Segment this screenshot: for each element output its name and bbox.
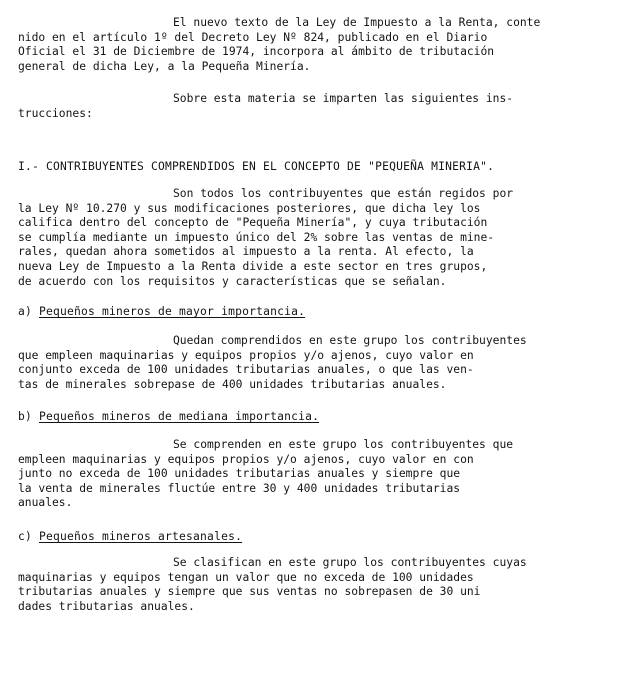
text-line: general de dicha Ley, a la Pequeña Minería. xyxy=(18,59,311,73)
text-line: trucciones: xyxy=(18,106,93,120)
text-line: califica dentro del concepto de "Pequeña Minería", y cuya tributación xyxy=(18,216,488,230)
text-line: nueva Ley de Impuesto a la Renta divide a este sector en tres grupos, xyxy=(18,259,488,273)
group-c-title: Pequeños mineros artesanales. xyxy=(39,530,243,543)
group-a-marker: a) xyxy=(18,305,33,318)
intro-paragraph xyxy=(18,16,618,74)
text-line: anuales. xyxy=(18,496,73,510)
text-line: dades tributarias anuales. xyxy=(18,599,195,613)
text-line: Se comprenden en este grupo los contribuyentes que xyxy=(173,438,514,451)
group-b-title: Pequeños mineros de mediana importancia. xyxy=(39,410,320,423)
text-line: Oficial el 31 de Diciembre de 1974, incorpora al ámbito de tributación xyxy=(18,45,495,59)
text-line: junto no exceda de 100 unidades tributarias anuales y siempre que xyxy=(18,467,461,481)
section-heading: I.- CONTRIBUYENTES COMPRENDIDOS EN EL CONCEPTO DE "PEQUEÑA MINERIA". xyxy=(18,160,495,173)
text-line: Se clasifican en este grupo los contribuyentes cuyas xyxy=(173,556,527,569)
group-c-paragraph xyxy=(18,556,618,614)
text-line: Sobre esta materia se imparten las siguientes ins- xyxy=(173,92,514,105)
group-b-heading xyxy=(18,410,319,425)
text-line: El nuevo texto de la Ley de Impuesto a la Renta, conte xyxy=(173,16,541,29)
group-a-heading xyxy=(18,305,305,320)
group-a-paragraph xyxy=(18,334,618,392)
text-line: nido en el artículo 1º del Decreto Ley Nº 824, publicado en el Diario xyxy=(18,30,488,44)
text-line: la venta de minerales fluctúe entre 30 y 400 unidades tributarias xyxy=(18,481,461,495)
text-line: Quedan comprendidos en este grupo los contribuyentes xyxy=(173,334,527,347)
group-c-heading xyxy=(18,530,242,545)
text-line: de acuerdo con los requisitos y características que se señalan. xyxy=(18,274,447,288)
instructions-paragraph xyxy=(18,92,618,121)
text-line: rales, quedan ahora sometidos al impuesto a la renta. Al efecto, la xyxy=(18,245,474,259)
text-line: tributarias anuales y siempre que sus ventas no sobrepasen de 30 uni xyxy=(18,585,481,599)
text-line: la Ley Nº 10.270 y sus modificaciones posteriores, que dicha ley los xyxy=(18,201,481,215)
group-b-paragraph xyxy=(18,438,618,511)
section-paragraph xyxy=(18,187,618,289)
text-line: Son todos los contribuyentes que están regidos por xyxy=(173,187,514,200)
text-line: conjunto exceda de 100 unidades tributarias anuales, o que las ven- xyxy=(18,363,474,377)
group-c-marker: c) xyxy=(18,530,33,543)
text-line: tas de minerales sobrepase de 400 unidades tributarias anuales. xyxy=(18,377,447,391)
group-b-marker: b) xyxy=(18,410,33,423)
text-line: maquinarias y equipos tengan un valor que no exceda de 100 unidades xyxy=(18,570,474,584)
text-line: que empleen maquinarias y equipos propios y/o ajenos, cuyo valor en xyxy=(18,348,474,362)
text-line: se cumplía mediante un impuesto único del 2% sobre las ventas de mine- xyxy=(18,230,495,244)
text-line: empleen maquinarias y equipos propios y/o ajenos, cuyo valor en con xyxy=(18,452,474,466)
group-a-title: Pequeños mineros de mayor importancia. xyxy=(39,305,306,318)
